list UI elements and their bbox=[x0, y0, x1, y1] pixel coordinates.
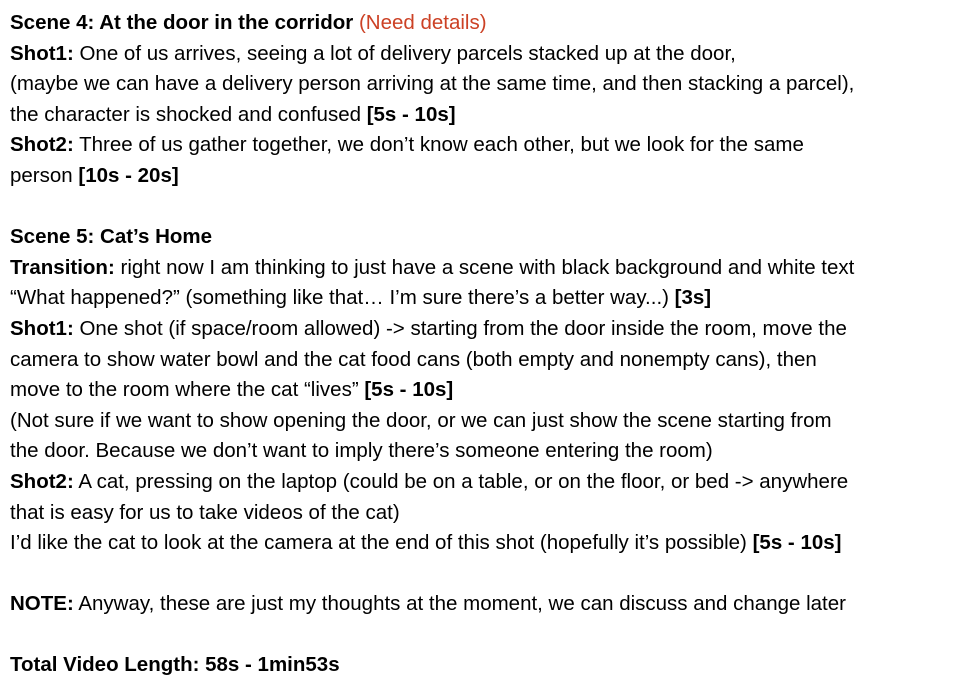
paragraph-spacer bbox=[10, 559, 970, 590]
scene5-shot2-line3 bbox=[10, 528, 970, 559]
scene5-heading: Scene 5: Cat’s Home bbox=[10, 225, 213, 249]
scene5-shot1-note-text1: (Not sure if we want to show opening the door, or we can just show the scene starting from bbox=[10, 408, 832, 432]
scene5-shot2-time: [5s - 10s] bbox=[752, 531, 842, 555]
scene5-transition-line2 bbox=[10, 283, 970, 314]
scene5-shot1-text2: camera to show water bowl and the cat food cans (both empty and nonempty cans), then bbox=[10, 347, 817, 371]
scene5-transition-text2: “What happened?” (something like that… I’m sure there’s a better way...) bbox=[10, 286, 675, 310]
scene4-shot2-text2: person bbox=[10, 163, 79, 187]
scene4-need-details-flag: (Need details) bbox=[358, 11, 487, 34]
scene4-shot1-time: [5s - 10s] bbox=[366, 102, 456, 126]
total-video-length: Total Video Length: 58s - 1min53s bbox=[10, 653, 340, 677]
scene5-transition-line1 bbox=[10, 253, 970, 284]
scene5-shot2-line1 bbox=[10, 467, 970, 498]
scene5-shot2-line2 bbox=[10, 498, 970, 529]
scene4-shot2-label: Shot2: bbox=[10, 133, 74, 157]
scene5-transition-label: Transition: bbox=[10, 255, 115, 279]
scene5-shot1-time: [5s - 10s] bbox=[364, 378, 454, 402]
paragraph-spacer bbox=[10, 620, 970, 651]
scene5-shot2-text3: I’d like the cat to look at the camera at the end of this shot (hopefully it’s possible) bbox=[10, 531, 753, 555]
paragraph-spacer bbox=[10, 192, 970, 223]
scene4-shot1-text1: One of us arrives, seeing a lot of delivery parcels stacked up at the door, bbox=[73, 41, 736, 65]
scene4-shot2-line1 bbox=[10, 130, 970, 161]
note-text: Anyway, these are just my thoughts at the moment, we can discuss and change later bbox=[73, 592, 846, 616]
scene5-shot1-line2 bbox=[10, 345, 970, 376]
scene4-shot1-label: Shot1: bbox=[10, 41, 74, 65]
scene4-shot1-line2 bbox=[10, 69, 970, 100]
total-length-line bbox=[10, 650, 970, 681]
scene5-shot2-text2: that is easy for us to take videos of the cat) bbox=[10, 500, 400, 524]
scene5-shot1-note1 bbox=[10, 406, 970, 437]
scene5-shot1-label: Shot1: bbox=[10, 316, 74, 340]
scene4-heading-line bbox=[10, 8, 970, 39]
scene5-shot2-label: Shot2: bbox=[10, 469, 74, 493]
scene5-shot1-text3: move to the room where the cat “lives” bbox=[10, 378, 365, 402]
scene4-shot1-text2: (maybe we can have a delivery person arriving at the same time, and then stacking a parcel), bbox=[10, 72, 855, 96]
scene5-transition-text1: right now I am thinking to just have a scene with black background and white text bbox=[114, 255, 855, 279]
scene4-shot1-line1 bbox=[10, 39, 970, 70]
scene4-shot1-line3 bbox=[10, 100, 970, 131]
scene4-shot2-line2 bbox=[10, 161, 970, 192]
scene5-shot1-line3 bbox=[10, 375, 970, 406]
scene4-shot2-time: [10s - 20s] bbox=[78, 163, 179, 187]
note-label: NOTE: bbox=[10, 592, 74, 616]
scene5-shot1-note-text2: the door. Because we don’t want to imply there’s someone entering the room) bbox=[10, 439, 713, 463]
note-line bbox=[10, 589, 970, 620]
scene5-heading-line bbox=[10, 222, 970, 253]
scene4-shot2-text1: Three of us gather together, we don’t know each other, but we look for the same bbox=[73, 133, 804, 157]
scene4-shot1-text3: the character is shocked and confused bbox=[10, 102, 367, 126]
document-body bbox=[10, 8, 970, 681]
scene5-transition-time: [3s] bbox=[674, 286, 712, 310]
scene4-heading: Scene 4: At the door in the corridor bbox=[10, 11, 354, 34]
scene5-shot1-note2 bbox=[10, 436, 970, 467]
scene5-shot2-text1: A cat, pressing on the laptop (could be on a table, or on the floor, or bed -> anywhere bbox=[73, 469, 849, 493]
scene5-shot1-text1: One shot (if space/room allowed) -> starting from the door inside the room, move the bbox=[73, 316, 847, 340]
scene5-shot1-line1 bbox=[10, 314, 970, 345]
